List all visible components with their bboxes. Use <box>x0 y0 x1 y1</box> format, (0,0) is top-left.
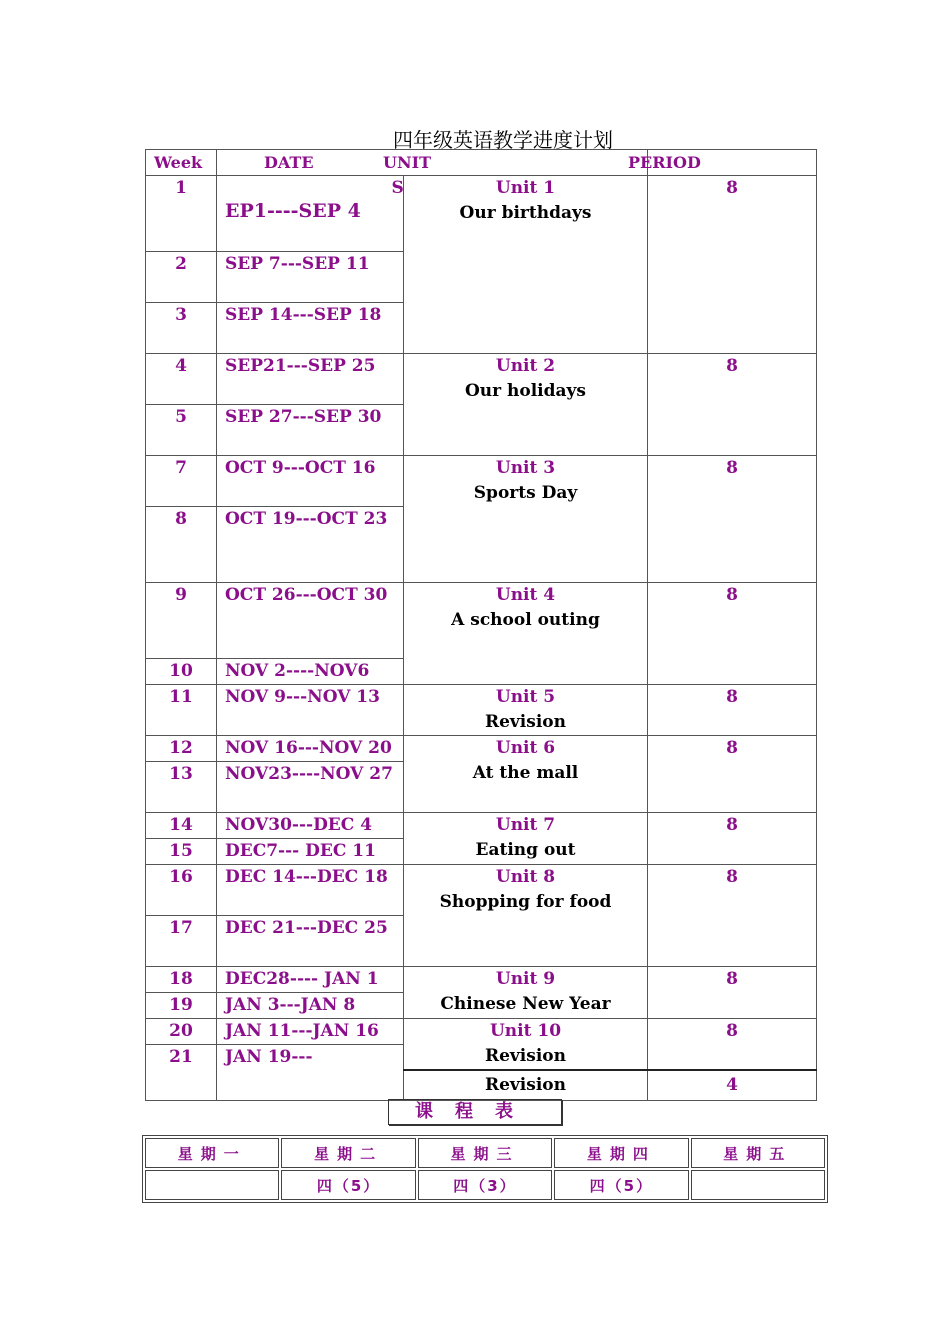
table-row: 11 NOV 9---NOV 13 Unit 5 Revision 8 <box>146 685 817 736</box>
unit-cell: Unit 2 Our holidays <box>404 354 648 456</box>
schedule-class-row <box>145 1170 825 1200</box>
unit-cell: Unit 6 At the mall <box>404 736 648 813</box>
table-row: 10 NOV 2----NOV6 <box>146 659 817 685</box>
unit-cell: Unit 4 A school outing <box>404 583 648 685</box>
unit-cell: S Unit 1 Our birthdays <box>404 176 648 354</box>
table-row: 9 OCT 26---OCT 30 Unit 4 A school outing 8 <box>146 583 817 659</box>
class-thursday: 四（5） <box>554 1170 688 1200</box>
unit-cell: Unit 8 Shopping for food <box>404 865 648 967</box>
schedule-caption: 课程表 <box>388 1099 562 1125</box>
schedule-header-row <box>145 1138 825 1168</box>
table-row: 3 SEP 14---SEP 18 <box>146 303 817 354</box>
day-wednesday: 星期三 <box>418 1138 552 1168</box>
unit-cell: Unit 3 Sports Day <box>404 456 648 583</box>
table-row: 21 JAN 19--- <box>146 1045 817 1071</box>
header-row <box>146 150 817 176</box>
table-row: 17 DEC 21---DEC 25 <box>146 916 817 967</box>
day-friday: 星期五 <box>691 1138 825 1168</box>
table-row: 5 SEP 27---SEP 30 <box>146 405 817 456</box>
table-row: 8 OCT 19---OCT 23 <box>146 507 817 583</box>
day-tuesday: 星期二 <box>281 1138 415 1168</box>
table-row: 16 DEC 14---DEC 18 Unit 8 Shopping for food 8 <box>146 865 817 916</box>
header-unit: UNIT <box>383 153 431 172</box>
table-row: 18 DEC28---- JAN 1 Unit 9 Chinese New Year 8 <box>146 967 817 993</box>
header-week: Week <box>146 150 217 176</box>
table-row: 13 NOV23----NOV 27 <box>146 762 817 813</box>
table-row: 1 EP1----SEP 4 S Unit 1 Our birthdays 8 <box>146 176 817 252</box>
class-friday <box>691 1170 825 1200</box>
unit-cell: Unit 9 Chinese New Year <box>404 967 648 1019</box>
table-row: 2 SEP 7---SEP 11 <box>146 252 817 303</box>
unit-cell: Revision <box>404 1070 648 1100</box>
table-row: 14 NOV30---DEC 4 Unit 7 Eating out 8 <box>146 813 817 839</box>
table-row: 15 DEC7--- DEC 11 <box>146 839 817 865</box>
day-thursday: 星期四 <box>554 1138 688 1168</box>
header-period: PERIOD <box>648 150 817 176</box>
page-title: 四年级英语教学进度计划 <box>393 128 613 152</box>
class-wednesday: 四（3） <box>418 1170 552 1200</box>
unit-cell: Unit 10 Revision <box>404 1019 648 1071</box>
teaching-plan-table <box>145 149 817 1101</box>
unit-cell: Unit 7 Eating out <box>404 813 648 865</box>
header-date-unit <box>217 150 648 176</box>
table-row: Revision 4 <box>146 1070 817 1100</box>
unit-cell: Unit 5 Revision <box>404 685 648 736</box>
header-date: DATE <box>264 153 314 172</box>
table-row: 20 JAN 11---JAN 16 Unit 10 Revision 8 <box>146 1019 817 1045</box>
table-row: 4 SEP21---SEP 25 Unit 2 Our holidays 8 <box>146 354 817 405</box>
table-row: 7 OCT 9---OCT 16 Unit 3 Sports Day 8 <box>146 456 817 507</box>
table-row: 12 NOV 16---NOV 20 Unit 6 At the mall 8 <box>146 736 817 762</box>
class-tuesday: 四（5） <box>281 1170 415 1200</box>
class-monday <box>145 1170 279 1200</box>
table-row: 19 JAN 3---JAN 8 <box>146 993 817 1019</box>
day-monday: 星期一 <box>145 1138 279 1168</box>
header-unit-overflow: S <box>391 178 404 198</box>
class-schedule-table <box>142 1135 828 1203</box>
